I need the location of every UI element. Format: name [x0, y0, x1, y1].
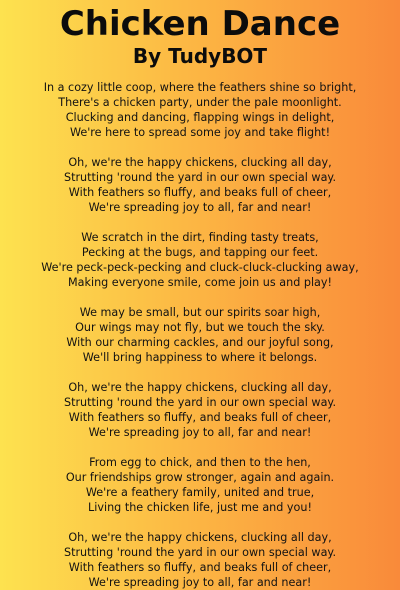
poem-author: By TudyBOT [132, 44, 268, 68]
poem-line: We're here to spread some joy and take flight! [69, 126, 331, 139]
stanza [0, 305, 400, 365]
stanza [0, 530, 400, 590]
poem-title: Chicken Dance [59, 4, 341, 44]
poem-line: In a cozy little coop, where the feathers shine so bright, [43, 81, 357, 94]
poem-line: We're spreading joy to all, far and near! [88, 426, 312, 439]
poem-line: We may be small, but our spirits soar high, [79, 306, 321, 319]
poem-line: Oh, we're the happy chickens, clucking all day, [68, 381, 332, 394]
poem-line: We're spreading joy to all, far and near! [88, 576, 312, 589]
poem-line: We're a feathery family, united and true, [85, 486, 315, 499]
poem-line: With feathers so fluffy, and beaks full of cheer, [68, 186, 332, 199]
poem-line: Strutting 'round the yard in our own special way. [63, 546, 337, 559]
stanza [0, 230, 400, 290]
stanza [0, 80, 400, 140]
stanza [0, 155, 400, 215]
poem-line: From egg to chick, and then to the hen, [89, 456, 311, 469]
poem-body [0, 80, 400, 590]
poem-line: Our friendships grow stronger, again and again. [65, 471, 335, 484]
poem-line: Oh, we're the happy chickens, clucking all day, [68, 531, 332, 544]
stanza [0, 455, 400, 515]
poem-line: Making everyone smile, come join us and play! [67, 276, 333, 289]
stanza [0, 380, 400, 440]
poem-line: With feathers so fluffy, and beaks full of cheer, [68, 561, 332, 574]
poem-line: There's a chicken party, under the pale moonlight. [58, 96, 342, 109]
poem-line: With feathers so fluffy, and beaks full of cheer, [68, 411, 332, 424]
poem-line: We scratch in the dirt, finding tasty treats, [81, 231, 319, 244]
poem-line: We'll bring happiness to where it belongs. [82, 351, 318, 364]
poem-line: We're peck-peck-pecking and cluck-cluck-clucking away, [41, 261, 359, 274]
poem-line: Living the chicken life, just me and you! [88, 501, 312, 514]
poem-line: With our charming cackles, and our joyful song, [66, 336, 334, 349]
poem-line: Our wings may not fly, but we touch the sky. [75, 321, 325, 334]
poem-line: Strutting 'round the yard in our own special way. [63, 396, 337, 409]
poem-line: Oh, we're the happy chickens, clucking all day, [68, 156, 332, 169]
poem-line: Strutting 'round the yard in our own special way. [63, 171, 337, 184]
poem-line: Pecking at the bugs, and tapping our feet. [81, 246, 319, 259]
poem-line: Clucking and dancing, flapping wings in delight, [65, 111, 335, 124]
poem-line: We're spreading joy to all, far and near! [88, 201, 312, 214]
